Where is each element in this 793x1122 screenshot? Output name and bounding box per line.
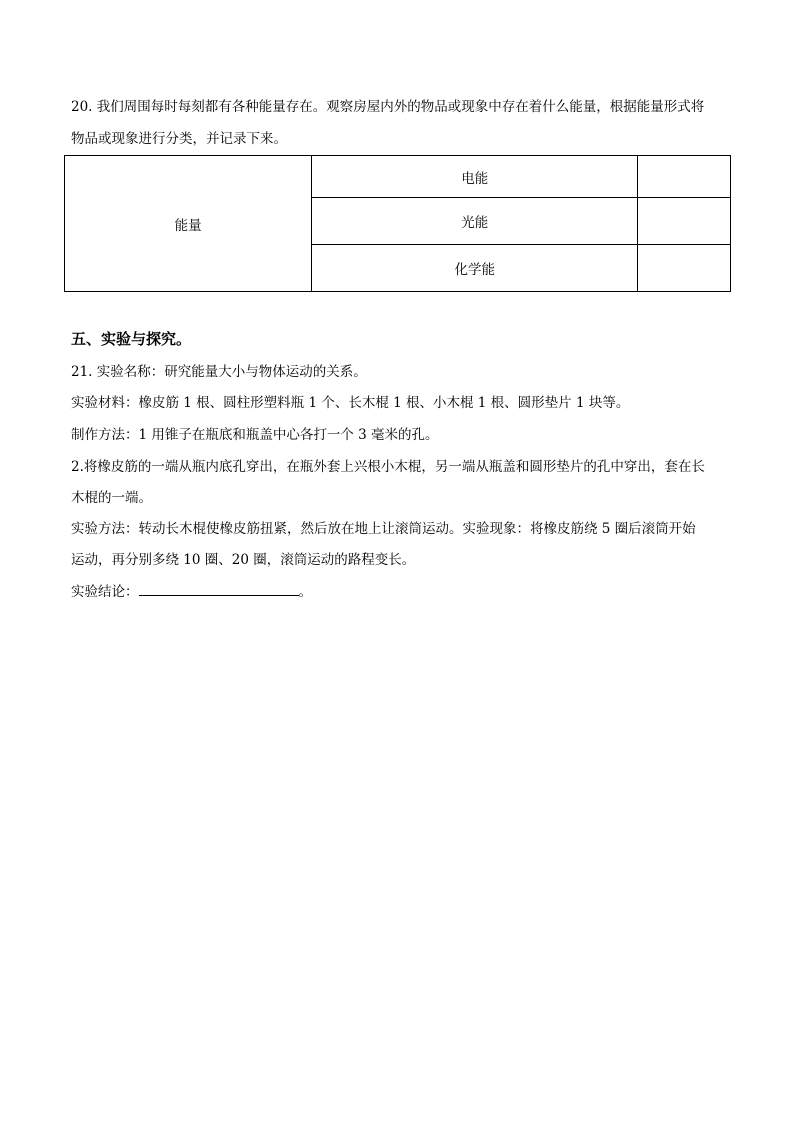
experiment-procedure-line-1: 实验方法：转动长木棍使橡皮筋扭紧，然后放在地上让滚筒运动。实验现象：将橡皮筋绕 5 圈后滚筒开始 (71, 521, 696, 537)
answer-cell-chemical[interactable] (638, 245, 731, 292)
energy-table (64, 155, 731, 292)
conclusion-answer-blank[interactable] (139, 581, 299, 596)
experiment-procedure-line-2: 运动，再分别多绕 10 圈、20 圈，滚筒运动的路程变长。 (71, 552, 416, 568)
energy-type-chemical: 化学能 (312, 245, 638, 292)
question-20-text-line-2: 物品或现象进行分类，并记录下来。 (71, 131, 287, 147)
answer-cell-electric[interactable] (638, 156, 731, 198)
energy-type-light: 光能 (312, 198, 638, 245)
energy-header-cell: 能量 (65, 156, 312, 292)
making-method-step-2-line-2: 木棍的一端。 (71, 490, 152, 506)
energy-type-electric: 电能 (312, 156, 638, 198)
experiment-materials: 实验材料：橡皮筋 1 根、圆柱形塑料瓶 1 个、长木棍 1 根、小木棍 1 根、圆形垫片 1 块等。 (71, 395, 630, 411)
table-row (65, 156, 731, 198)
making-method-step-2-line-1: 2.将橡皮筋的一端从瓶内底孔穿出，在瓶外套上兴根小木棍，另一端从瓶盖和圆形垫片的孔中穿出，套在长 (71, 459, 705, 475)
question-20-text-line-1: 20. 我们周围每时每刻都有各种能量存在。观察房屋内外的物品或现象中存在着什么能量，根据能量形式将 (71, 99, 705, 115)
conclusion-label: 实验结论： (71, 584, 139, 600)
section-5-title: 五、实验与探究。 (71, 330, 192, 348)
conclusion-period: 。 (298, 584, 312, 600)
experiment-conclusion (71, 581, 312, 602)
question-21-experiment-name: 21. 实验名称：研究能量大小与物体运动的关系。 (71, 364, 367, 380)
answer-cell-light[interactable] (638, 198, 731, 245)
making-method-step-1: 制作方法：1 用锥子在瓶底和瓶盖中心各打一个 3 毫米的孔。 (71, 427, 439, 443)
